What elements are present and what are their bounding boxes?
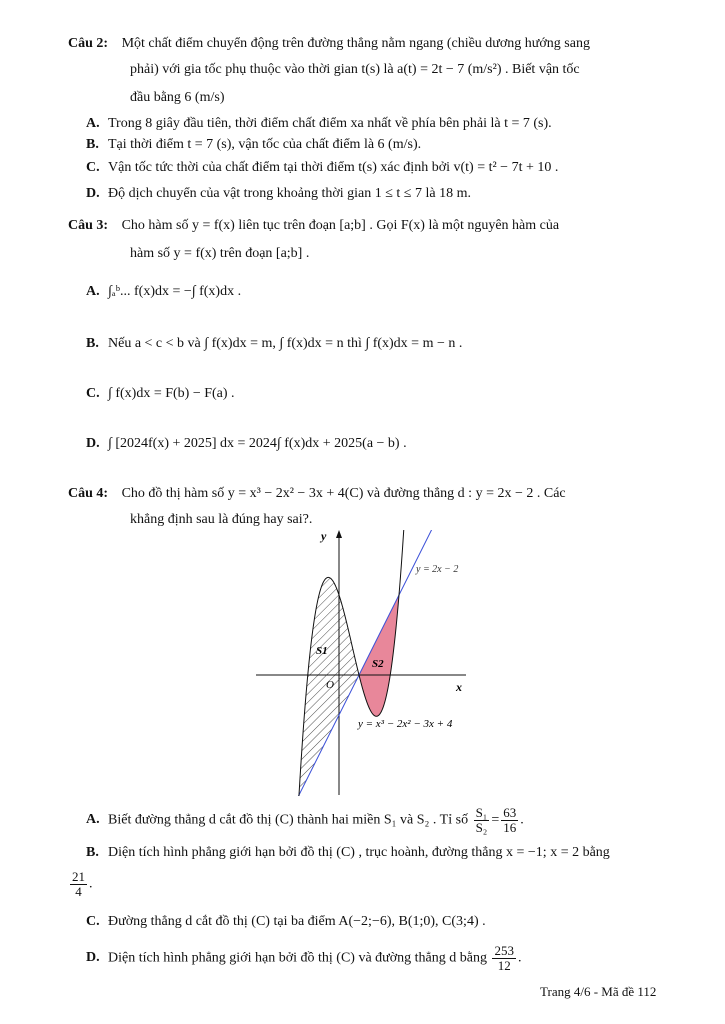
q4-option-d-tail: .	[517, 950, 522, 966]
q2-option-d-label: D.	[86, 186, 100, 201]
line-d-label: y = 2x − 2	[416, 564, 459, 575]
q3-option-d	[86, 436, 407, 452]
q4-option-a-value-fraction	[501, 806, 518, 834]
q2-stem-line1	[68, 36, 590, 52]
q3-stem-line1	[68, 218, 559, 234]
q4-option-b-fraction	[70, 870, 87, 898]
q4-option-b-answer	[68, 870, 93, 898]
q4-option-d-text: Diện tích hình phẳng giới hạn bởi đồ thị (C) và đường thẳng d bằng	[108, 950, 487, 966]
q4-option-b-text: Diện tích hình phẳng giới hạn bởi đồ thị (C) , trục hoành, đường thẳng x = −1; x = 2 bằng	[108, 845, 610, 860]
q3-option-b-label: B.	[86, 336, 99, 351]
q4-option-b-tail: .	[89, 876, 93, 892]
q4-option-d-num: 253	[494, 943, 514, 958]
q4-option-d-label: D.	[86, 950, 100, 966]
q4-option-d	[86, 944, 521, 972]
x-axis-label: x	[456, 680, 462, 694]
q2-option-a-label: A.	[86, 116, 100, 131]
q2-stem-line2: phải) với gia tốc phụ thuộc vào thời gian t(s) là a(t) = 2t − 7 (m/s²) . Biết vận tốc	[130, 62, 580, 77]
q4-graph	[250, 528, 510, 798]
q3-option-d-label: D.	[86, 436, 100, 451]
q3-option-a	[86, 284, 241, 300]
q3-option-b	[86, 336, 462, 352]
q4-option-a-ratio-num: S₁	[475, 805, 488, 820]
q4-option-c-label: C.	[86, 914, 100, 929]
q4-option-d-fraction	[492, 944, 516, 972]
q4-option-a-text: Biết đường thẳng d cắt đồ thị (C) thành hai miền S₁ và S₂ . Tỉ số	[108, 812, 469, 828]
q4-option-b-den: 4	[75, 883, 82, 899]
page-footer: Trang 4/6 - Mã đề 112	[540, 984, 657, 999]
q4-stem-line2: khẳng định sau là đúng hay sai?.	[130, 512, 313, 527]
q4-option-a-ratio-fraction	[474, 806, 490, 834]
curve-c-label: y = x³ − 2x² − 3x + 4	[358, 718, 453, 730]
origin-label: O	[326, 679, 334, 691]
q4-stem-text1: Cho đồ thị hàm số y = x³ − 2x² − 3x + 4(C) và đường thẳng d : y = 2x − 2 . Các	[121, 486, 566, 501]
q2-stem-line3: đầu bằng 6 (m/s)	[130, 90, 225, 105]
y-axis-label: y	[321, 529, 327, 543]
q3-option-c-label: C.	[86, 386, 100, 401]
q2-option-a-text: Trong 8 giây đầu tiên, thời điểm chất điểm xa nhất về phía bên phải là t = 7 (s).	[108, 116, 552, 131]
q3-option-c-text: ∫ f(x)dx = F(b) − F(a) .	[108, 386, 235, 401]
q4-option-a-eq: =	[491, 812, 500, 828]
q2-option-b-text: Tại thời điểm t = 7 (s), vận tốc của chất điểm là 6 (m/s).	[108, 137, 422, 152]
q2-label: Câu 2:	[68, 36, 109, 51]
q2-option-b	[86, 137, 421, 153]
q2-option-c-text: Vận tốc tức thời của chất điểm tại thời điểm t(s) xác định bởi v(t) = t² − 7t + 10 .	[108, 160, 559, 175]
q2-option-c-label: C.	[86, 160, 100, 175]
q2-option-c	[86, 160, 558, 176]
q4-option-c	[86, 914, 486, 930]
q3-label: Câu 3:	[68, 218, 109, 233]
s1-label: S1	[316, 645, 328, 657]
q4-option-a-ratio-den: S₂	[475, 819, 488, 835]
q2-option-a	[86, 116, 552, 132]
q3-option-b-text: Nếu a < c < b và ∫ f(x)dx = m, ∫ f(x)dx = n thì ∫ f(x)dx = m − n .	[108, 336, 463, 351]
q3-option-a-label: A.	[86, 284, 100, 299]
s2-label: S2	[372, 658, 384, 670]
q4-option-b-label: B.	[86, 845, 99, 860]
q3-option-c	[86, 386, 235, 402]
q2-option-b-label: B.	[86, 137, 99, 152]
q4-option-a-value-den: 16	[503, 819, 517, 835]
q2-stem-text1: Một chất điểm chuyển động trên đường thẳng nằm ngang (chiều dương hướng sang	[121, 36, 590, 51]
q4-option-a	[86, 806, 524, 834]
q2-option-d-text: Độ dịch chuyển của vật trong khoảng thời gian 1 ≤ t ≤ 7 là 18 m.	[108, 186, 471, 201]
q3-option-a-text: ∫ₐᵇ... f(x)dx = −∫ f(x)dx .	[108, 284, 242, 299]
q3-stem-line2: hàm số y = f(x) trên đoạn [a;b] .	[130, 246, 310, 261]
q3-option-d-text: ∫ [2024f(x) + 2025] dx = 2024∫ f(x)dx + 2025(a − b) .	[108, 436, 407, 451]
q4-option-a-value-num: 63	[503, 805, 517, 820]
q3-stem-text1: Cho hàm số y = f(x) liên tục trên đoạn [a;b] . Gọi F(x) là một nguyên hàm của	[121, 218, 560, 233]
q4-option-c-text: Đường thẳng d cắt đồ thị (C) tại ba điểm A(−2;−6), B(1;0), C(3;4) .	[108, 914, 486, 929]
q4-stem-line1	[68, 486, 566, 502]
y-axis-arrow	[336, 530, 342, 538]
q2-option-d	[86, 186, 471, 202]
q4-label: Câu 4:	[68, 486, 109, 501]
q4-option-a-tail: .	[520, 812, 524, 828]
q4-option-a-label: A.	[86, 812, 100, 828]
q4-option-b-num: 21	[72, 869, 85, 884]
q4-option-d-den: 12	[497, 957, 511, 973]
q4-option-b	[86, 845, 610, 861]
